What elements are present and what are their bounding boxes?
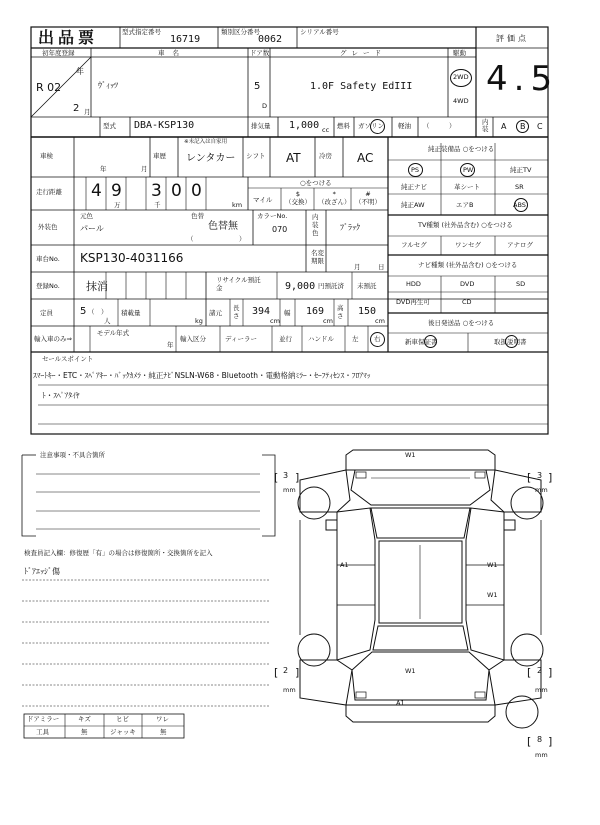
nav-dvd-play: DVD再生可 [396, 298, 430, 306]
mileage-digit-3: 9 [111, 181, 122, 201]
equip-airbag: エアB [456, 201, 474, 209]
color-change-value: 色替無 [208, 221, 238, 232]
svg-text:]: ] [295, 471, 300, 484]
import-parallel: 並行 [279, 335, 292, 343]
rating-score: 4.5 [486, 59, 559, 99]
length-label: 長さ [233, 304, 240, 320]
capacity-paren: （ ） [88, 308, 108, 316]
recycle-label: リサイクル預託金 [216, 276, 261, 292]
tools-label: 工具 [36, 728, 49, 736]
history-note: ※未記入は自家用 [184, 139, 228, 145]
grade-value: 1.0F Safety EdIII [310, 81, 413, 92]
capacity-value: 5 [80, 306, 87, 317]
equip-navi: 純正ナビ [401, 183, 427, 191]
mileage-unit-sen: 千 [154, 201, 161, 209]
sales-points-line-1: ｽﾏｰﾄｷｰ・ETC・ｽﾍﾟｱｷｰ・ﾊﾞｯｸｶﾒﾗ・純正ﾅﾋﾞNSLN-W68・Bluetooth・電動格納ﾐﾗｰ・ｾｰﾌﾃｨｾﾝｽ・ﾌﾛｱﾏｯ [33, 371, 371, 380]
interior-color-label: 内装色 [312, 213, 319, 237]
mileage-tampered: * （改ざん） [318, 190, 351, 206]
first-reg-year-unit: 年 [76, 67, 84, 76]
nav-type-title: ナビ種類 (社外品含む) ○をつける [418, 261, 518, 269]
equip-pw: PW [463, 166, 474, 174]
tire-unit-rr: mm [535, 686, 548, 694]
mileage-unit-km: km [232, 201, 243, 209]
damage-mark-trunk: W1 [405, 667, 416, 675]
mileage-digit-2: 4 [91, 181, 102, 201]
damage-mark-rear-bumper: A1 [396, 699, 405, 707]
interior-grade-a: A [501, 122, 507, 131]
color-change-label: 色替 [191, 212, 204, 220]
color-no-label: カラーNo. [257, 212, 288, 220]
svg-text:]: ] [548, 735, 553, 748]
mileage-digit-6: 0 [171, 181, 182, 201]
tire-unit-fr: mm [535, 486, 548, 494]
cooling-label: 冷房 [319, 152, 332, 160]
equip-sr: SR [515, 183, 524, 191]
inspection-year-unit: 年 [100, 165, 107, 173]
doc-warranty: 新車保証書 [405, 338, 438, 346]
width-label: 幅 [284, 309, 291, 317]
dims-label: 諸元 [209, 309, 222, 317]
load-label: 積載量 [121, 309, 141, 317]
tv-oneseg: ワンセグ [455, 241, 481, 249]
import-label: 輸入車のみ⇒ [34, 335, 72, 343]
fuel-label: 燃料 [337, 122, 350, 130]
equip-tv: 純正TV [510, 166, 532, 174]
tools-value: 無 [81, 728, 88, 736]
first-reg-era-year: R 02 [36, 81, 62, 94]
nav-sd: SD [516, 280, 526, 288]
width-unit: cm [323, 317, 333, 325]
model-year-label: モデル年式 [96, 329, 130, 337]
svg-text:]: ] [548, 666, 553, 679]
load-unit: kg [195, 317, 203, 325]
recycle-unit: 円預託済 [318, 282, 344, 290]
grade-label: グレード [340, 49, 386, 57]
svg-text:[: [ [274, 666, 279, 679]
doc-manual: 取扱説明書 [494, 338, 527, 346]
model-value: DBA-KSP130 [134, 120, 195, 131]
tire-unit-rl: mm [283, 686, 296, 694]
length-value: 394 [252, 306, 271, 317]
car-name: ｳﾞｨｯﾂ [98, 81, 118, 90]
std-equipment-title: 純正装備品 ○をつける [428, 145, 495, 153]
legend-scratch: キズ [78, 715, 91, 723]
svg-text:[: [ [527, 735, 532, 748]
handle-label: ハンドル [308, 335, 334, 343]
tv-analog: アナログ [507, 241, 533, 249]
height-unit: cm [375, 317, 385, 325]
damage-mark-front-bumper: W1 [405, 451, 416, 459]
mileage-swapped: $ （交換） [285, 190, 311, 206]
doors-value: 5 [254, 81, 261, 92]
svg-text:[: [ [274, 471, 279, 484]
color-change-paren: （ ） [187, 235, 246, 243]
drive-4wd: 4WD [453, 97, 469, 105]
nav-dvd: DVD [460, 280, 475, 288]
svg-text:]: ] [548, 471, 553, 484]
category-label: 類別区分番号 [221, 28, 260, 36]
interior-grade-c: C [537, 122, 543, 131]
tire-depth-spare: 8 [537, 735, 543, 744]
tire-unit-fl: mm [283, 486, 296, 494]
first-reg-month: 2 [73, 103, 80, 114]
shift-label: シフト [246, 152, 266, 160]
type-cert-label: 型式指定番号 [122, 28, 161, 36]
equip-abs-circle [514, 198, 528, 212]
form-title: 出品票 [38, 28, 99, 47]
mileage-unit-man: 万 [114, 201, 121, 209]
fuel-other-paren: （ ） [423, 122, 456, 130]
name-change-month-unit: 月 [354, 263, 361, 271]
doors-suffix: D [262, 102, 268, 110]
equip-abs: ABS [513, 201, 526, 209]
tire-unit-spare: mm [535, 751, 548, 759]
length-unit: cm [270, 317, 280, 325]
width-value: 169 [306, 306, 325, 317]
displacement-value: 1,000 [289, 120, 320, 131]
inspector-line-1: ﾄﾞｱｴｯｼﾞ傷 [24, 567, 60, 576]
serial-label: シリアル番号 [300, 28, 339, 36]
type-cert-number: 16719 [170, 34, 201, 45]
inspection-month-unit: 月 [141, 165, 148, 173]
capacity-label: 定員 [40, 309, 53, 317]
fuel-gasoline: ガソリン [358, 122, 384, 130]
equip-leather: 革シート [454, 183, 480, 191]
interior-color-value: ﾌﾞﾗｯｸ [340, 223, 360, 232]
recycle-unpaid: 未預託 [357, 282, 377, 290]
original-color-value: パール [80, 224, 104, 233]
notes-label: 注意事項・不具合箇所 [40, 451, 105, 459]
import-type-label: 輸入区分 [180, 335, 206, 343]
mileage-digit-5: 3 [151, 181, 162, 201]
nav-hdd: HDD [406, 280, 421, 288]
tire-depth-front-left: 3 [283, 471, 289, 480]
shift-value: AT [286, 151, 301, 165]
later-docs-title: 後日発送品 ○をつける [428, 319, 495, 327]
mileage-mile: マイル [253, 196, 273, 204]
svg-text:[: [ [527, 666, 532, 679]
drive-selected-circle [450, 69, 472, 87]
color-no-value: 070 [272, 225, 288, 234]
exterior-color-label: 外装色 [38, 223, 58, 231]
mileage-digit-7: 0 [191, 181, 202, 201]
fuel-selected-circle [370, 119, 385, 134]
history-value: レンタカー [186, 153, 236, 164]
name-change-day-unit: 日 [378, 263, 385, 271]
damage-mark-right-rear-door: W1 [487, 591, 498, 599]
displacement-unit: cc [322, 126, 330, 134]
rating-label: 評価点 [496, 34, 529, 43]
mileage-unknown: # （不明） [355, 190, 381, 206]
equip-pw-circle [460, 163, 475, 177]
chassis-number: KSP130-4031166 [80, 251, 184, 265]
interior-grade-b: B [520, 122, 526, 131]
doc-warranty-circle [424, 335, 437, 348]
handle-right: 右 [374, 335, 381, 343]
equip-aw: 純正AW [401, 201, 425, 209]
sales-points-line-2: ﾄ・ｽﾍﾟｱﾀｲﾔ [42, 391, 80, 400]
car-name-label: 車名 [158, 49, 187, 57]
mileage-label: 走行距離 [36, 188, 62, 196]
registration-label: 登録No. [36, 282, 60, 290]
height-label: 高さ [337, 304, 344, 320]
model-label: 型式 [103, 122, 116, 130]
drive-2wd: 2WD [453, 73, 469, 81]
model-year-unit: 年 [167, 341, 174, 349]
category-number: 0062 [258, 34, 283, 45]
original-color-label: 元色 [80, 212, 93, 220]
svg-text:]: ] [295, 666, 300, 679]
interior-grade-selected-circle [516, 120, 529, 133]
history-label: 車歴 [153, 152, 166, 160]
inspector-label: 検査員記入欄：修復歴「有」の場合は修復箇所・交換箇所を記入 [24, 549, 213, 557]
legend-crack: ヒビ [116, 715, 129, 723]
sales-points-label: セールスポイント [42, 355, 94, 363]
registration-value: 抹消 [86, 280, 108, 293]
fuel-diesel: 軽油 [398, 122, 411, 130]
inspection-label: 車検 [40, 152, 53, 160]
cooling-value: AC [357, 151, 374, 165]
jack-label: ジャッキ [110, 728, 136, 736]
chassis-label: 車台No. [36, 255, 60, 263]
equip-ps-circle [408, 163, 423, 177]
tv-fullseg: フルセグ [401, 241, 427, 249]
interior-grade-label: 内装 [482, 118, 489, 133]
handle-left: 左 [352, 335, 359, 343]
doors-label: ドア数 [250, 49, 270, 57]
capacity-unit: 人 [104, 317, 111, 325]
first-reg-label: 初年度登録 [42, 49, 75, 57]
legend-break: ワレ [156, 715, 169, 723]
import-dealer: ディーラー [225, 335, 257, 343]
drive-label: 駆動 [453, 49, 466, 57]
tire-depth-front-right: 3 [537, 471, 543, 480]
recycle-amount: 9,000 [285, 281, 316, 292]
handle-selected-circle [370, 332, 385, 347]
tire-depth-rear-right: 2 [537, 666, 543, 675]
nav-cd: CD [462, 298, 472, 306]
damage-mark-right-front-door: W1 [487, 561, 498, 569]
mileage-mark-note: ○をつける [300, 179, 332, 187]
height-value: 150 [358, 306, 377, 317]
equip-ps: PS [411, 166, 420, 174]
legend-door-mirror: ドアミラー [27, 715, 60, 723]
svg-text:[: [ [527, 471, 532, 484]
tv-type-title: TV種類 (社外品含む) ○をつける [418, 221, 513, 229]
damage-mark-left-door: A1 [340, 561, 349, 569]
doc-manual-circle [505, 335, 518, 348]
first-reg-month-unit: 月 [84, 108, 91, 116]
jack-value: 無 [160, 728, 167, 736]
displacement-label: 排気量 [251, 122, 271, 130]
name-change-deadline-label: 名変期限 [311, 249, 324, 265]
tire-depth-rear-left: 2 [283, 666, 289, 675]
